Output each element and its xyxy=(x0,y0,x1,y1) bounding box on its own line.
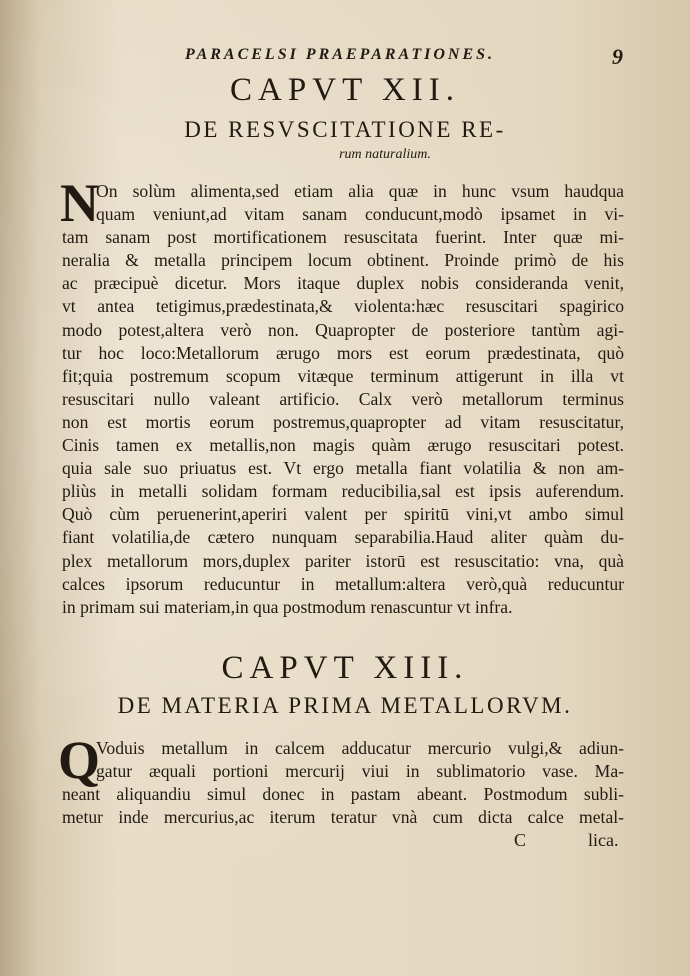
chapter-13-body xyxy=(62,737,624,829)
page-number: 9 xyxy=(612,44,623,69)
text-line: calces ipsorum reducuntur in metallum:altera verò,quà reducuntur xyxy=(62,573,624,594)
page-header xyxy=(0,46,690,70)
text-line: metur inde mercurius,ac iterum teratur vnà cum dicta calce metal- xyxy=(62,807,624,828)
text-line: Quò cùm peruenerint,aperiri valent per spiritū vini,vt ambo simul xyxy=(62,504,624,525)
text-line: On solùm alimenta,sed etiam alia quæ in hunc vsum haudqua xyxy=(96,181,624,201)
chapter-13-drop-cap: Q xyxy=(58,730,101,790)
text-line: neralia & metalla principem locum obtinent. Proinde primò de his xyxy=(62,250,624,271)
chapter-12-title: DE RESVSCITATIONE RE- xyxy=(184,117,506,142)
text-line: Cinis tamen ex metallis,non magis quàm ærugo resuscitari potest. xyxy=(62,435,624,456)
text-line: modo potest,altera verò non. Quapropter de posteriore tantùm agi- xyxy=(62,319,624,340)
text-line: tam sanam post mortificationem resuscitata fuerint. Inter quæ mi- xyxy=(62,227,624,248)
text-line: fit;quia postremum scopum vitæque terminum attigerunt in illa vt xyxy=(62,365,624,386)
text-line: plex metallorum mors,duplex pariter istorū est resuscitatio: vna, quà xyxy=(62,550,624,571)
chapter-13-title: DE MATERIA PRIMA METALLORVM. xyxy=(117,693,573,718)
page-footer xyxy=(0,830,690,854)
text-line: quam veniunt,ad vitam sanam conducunt,modò ipsamet in vi- xyxy=(96,204,624,225)
text-line: in primam sui materiam,in qua postmodum renascuntur vt infra. xyxy=(62,596,513,617)
signature-mark: C xyxy=(514,830,527,850)
text-line: non est mortis eorum postremus,quapropter ad vitam resuscitatur, xyxy=(62,411,624,432)
chapter-13-heading: CAPVT XIII. xyxy=(221,650,469,686)
text-line: fiant volatilia,de cætero nunquam separabilia.Haud aliter quàm du- xyxy=(62,527,624,548)
text-line: Voduis metallum in calcem adducatur mercurio vulgi,& adiun- xyxy=(96,738,624,758)
text-line: vt antea tetigimus,prædestinata,& violenta:hæc resuscitari spagirico xyxy=(62,296,624,317)
chapter-12-body xyxy=(60,173,624,619)
text-line: tur hoc loco:Metallorum ærugo mors est eorum prædestinata, quò xyxy=(62,342,624,363)
chapter-12-heading: CAPVT XII. xyxy=(230,72,460,108)
chapter-12-title-continuation: rum naturalium. xyxy=(339,147,431,162)
text-line: pliùs in metalli solidam formam reducibilia,sal est ipsis auferendum. xyxy=(62,481,624,502)
chapter-12-drop-cap: N xyxy=(60,173,99,233)
text-line: ac præcipuè dicetur. Mors itaque duplex nobis consideranda venit, xyxy=(62,273,624,294)
text-line: neant aliquandiu simul donec in pastam abeant. Postmodum subli- xyxy=(62,784,624,805)
text-line: gatur æquali portioni mercurij viui in sublimatorio vase. Ma- xyxy=(96,761,624,782)
catchword: lica. xyxy=(588,830,619,850)
text-line: resuscitari nullo valeant artificio. Calx verò metallorum terminus xyxy=(62,388,624,409)
text-line: quia sale suo priuatus est. Vt ergo metalla fiant volatilia & non am- xyxy=(62,458,624,479)
running-head: PARACELSI PRAEPARATIONES. xyxy=(184,46,496,63)
